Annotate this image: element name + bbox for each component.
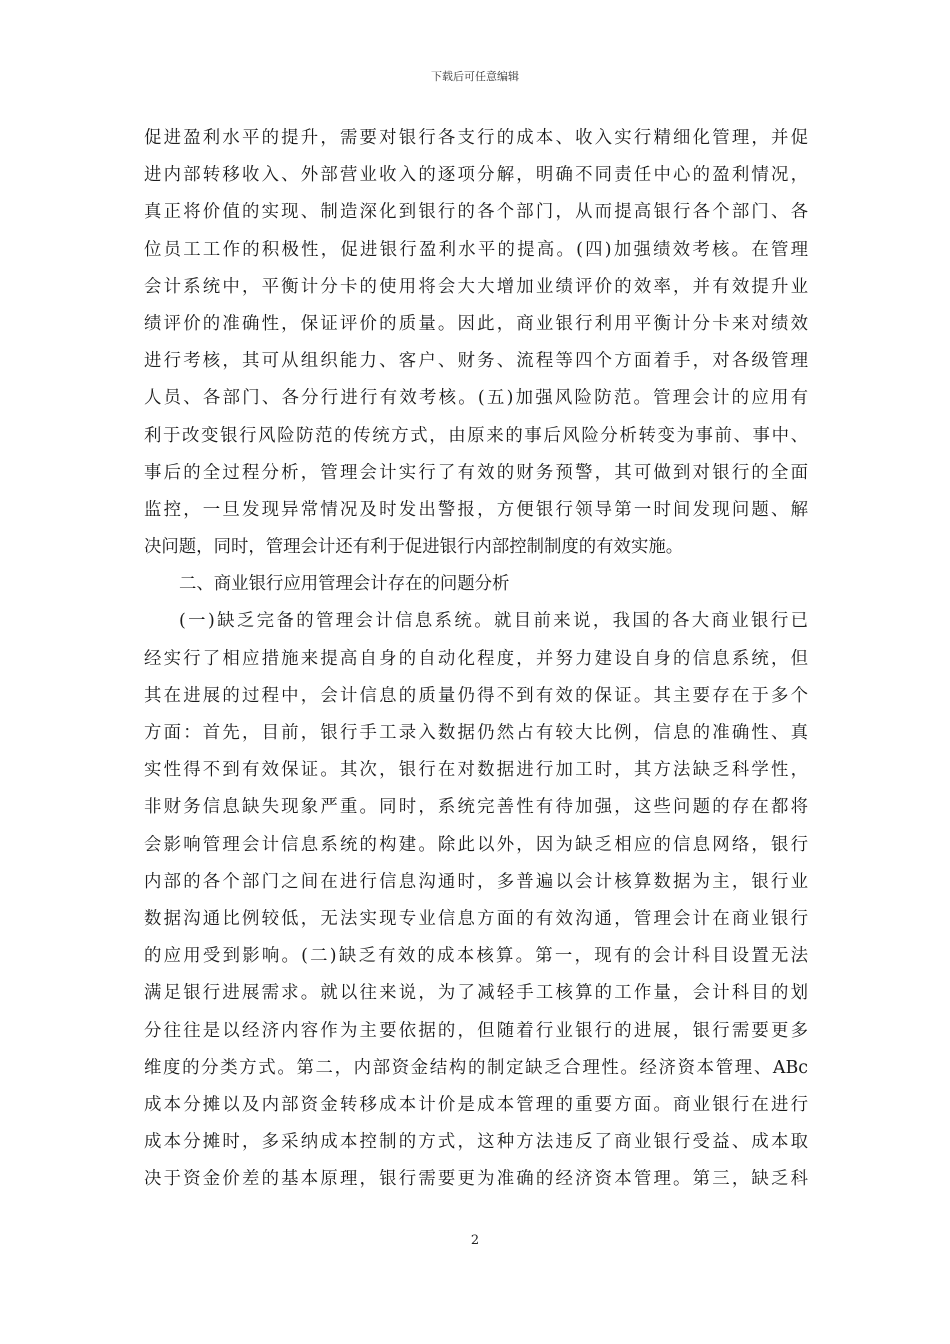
body-line: 方面：首先，目前，银行手工录入数据仍然占有较大比例，信息的准确性、真 [144, 723, 808, 743]
body-line: 的应用受到影响。(二)缺乏有效的成本核算。第一，现有的会计科目设置无法 [144, 946, 808, 967]
body-line: 监控，一旦发现异常情况及时发出警报，方便银行领导第一时间发现问题、解 [144, 499, 808, 520]
body-line: 会影响管理会计信息系统的构建。除此以外，因为缺乏相应的信息网络，银行 [144, 834, 808, 855]
body-line: 进内部转移收入、外部营业收入的逐项分解，明确不同责任中心的盈利情况， [144, 165, 808, 186]
body-line: 实性得不到有效保证。其次，银行在对数据进行加工时，其方法缺乏科学性， [144, 760, 808, 781]
body-line: 促进盈利水平的提升，需要对银行各支行的成本、收入实行精细化管理，并促 [144, 128, 808, 148]
body-line: 非财务信息缺失现象严重。同时，系统完善性有待加强，这些问题的存在都将 [144, 797, 808, 818]
page-header: 下载后可任意编辑 [431, 70, 519, 83]
page-number: 2 [470, 1233, 480, 1248]
body-line: 成本分摊时，多采纳成本控制的方式，这种方法违反了商业银行受益、成本取 [144, 1132, 808, 1153]
body-line: 维度的分类方式。第二，内部资金结构的制定缺乏合理性。经济资本管理、ABc [144, 1057, 808, 1078]
body-line: 进行考核，其可从组织能力、客户、财务、流程等四个方面着手，对各级管理 [144, 351, 808, 372]
body-line: 事后的全过程分析，管理会计实行了有效的财务预警，其可做到对银行的全面 [144, 462, 808, 483]
body-line: 满足银行进展需求。就以往来说，为了减轻手工核算的工作量，会计科目的划 [144, 983, 808, 1004]
body-line: 会计系统中，平衡计分卡的使用将会大大增加业绩评价的效率，并有效提升业 [144, 276, 808, 297]
body-line: (一)缺乏完备的管理会计信息系统。就目前来说，我国的各大商业银行已 [179, 611, 808, 632]
body-line: 利于改变银行风险防范的传统方式，由原来的事后风险分析转变为事前、事中、 [144, 425, 808, 446]
body-line: 真正将价值的实现、制造深化到银行的各个部门，从而提高银行各个部门、各 [144, 202, 808, 223]
body-line: 经实行了相应措施来提高自身的自动化程度，并努力建设自身的信息系统，但 [144, 648, 808, 669]
body-line: 成本分摊以及内部资金转移成本计价是成本管理的重要方面。商业银行在进行 [144, 1094, 808, 1115]
body-line: 其在进展的过程中，会计信息的质量仍得不到有效的保证。其主要存在于多个 [144, 685, 808, 706]
body-line: 分往往是以经济内容作为主要依据的，但随着行业银行的进展，银行需要更多 [144, 1020, 808, 1041]
body-line: 数据沟通比例较低，无法实现专业信息方面的有效沟通，管理会计在商业银行 [144, 908, 808, 929]
body-line: 内部的各个部门之间在进行信息沟通时，多普遍以会计核算数据为主，银行业 [144, 871, 808, 892]
body-line: 位员工工作的积极性，促进银行盈利水平的提高。(四)加强绩效考核。在管理 [144, 239, 808, 260]
document-body [144, 120, 808, 1198]
section-heading: 二、商业银行应用管理会计存在的问题分析 [179, 574, 510, 595]
body-line: 决于资金价差的基本原理，银行需要更为准确的经济资本管理。第三，缺乏科 [144, 1169, 808, 1190]
body-line: 人员、各部门、各分行进行有效考核。(五)加强风险防范。管理会计的应用有 [144, 388, 808, 409]
body-line: 绩评价的准确性，保证评价的质量。因此，商业银行利用平衡计分卡来对绩效 [144, 313, 808, 334]
body-line: 决问题，同时，管理会计还有利于促进银行内部控制制度的有效实施。 [144, 537, 684, 558]
